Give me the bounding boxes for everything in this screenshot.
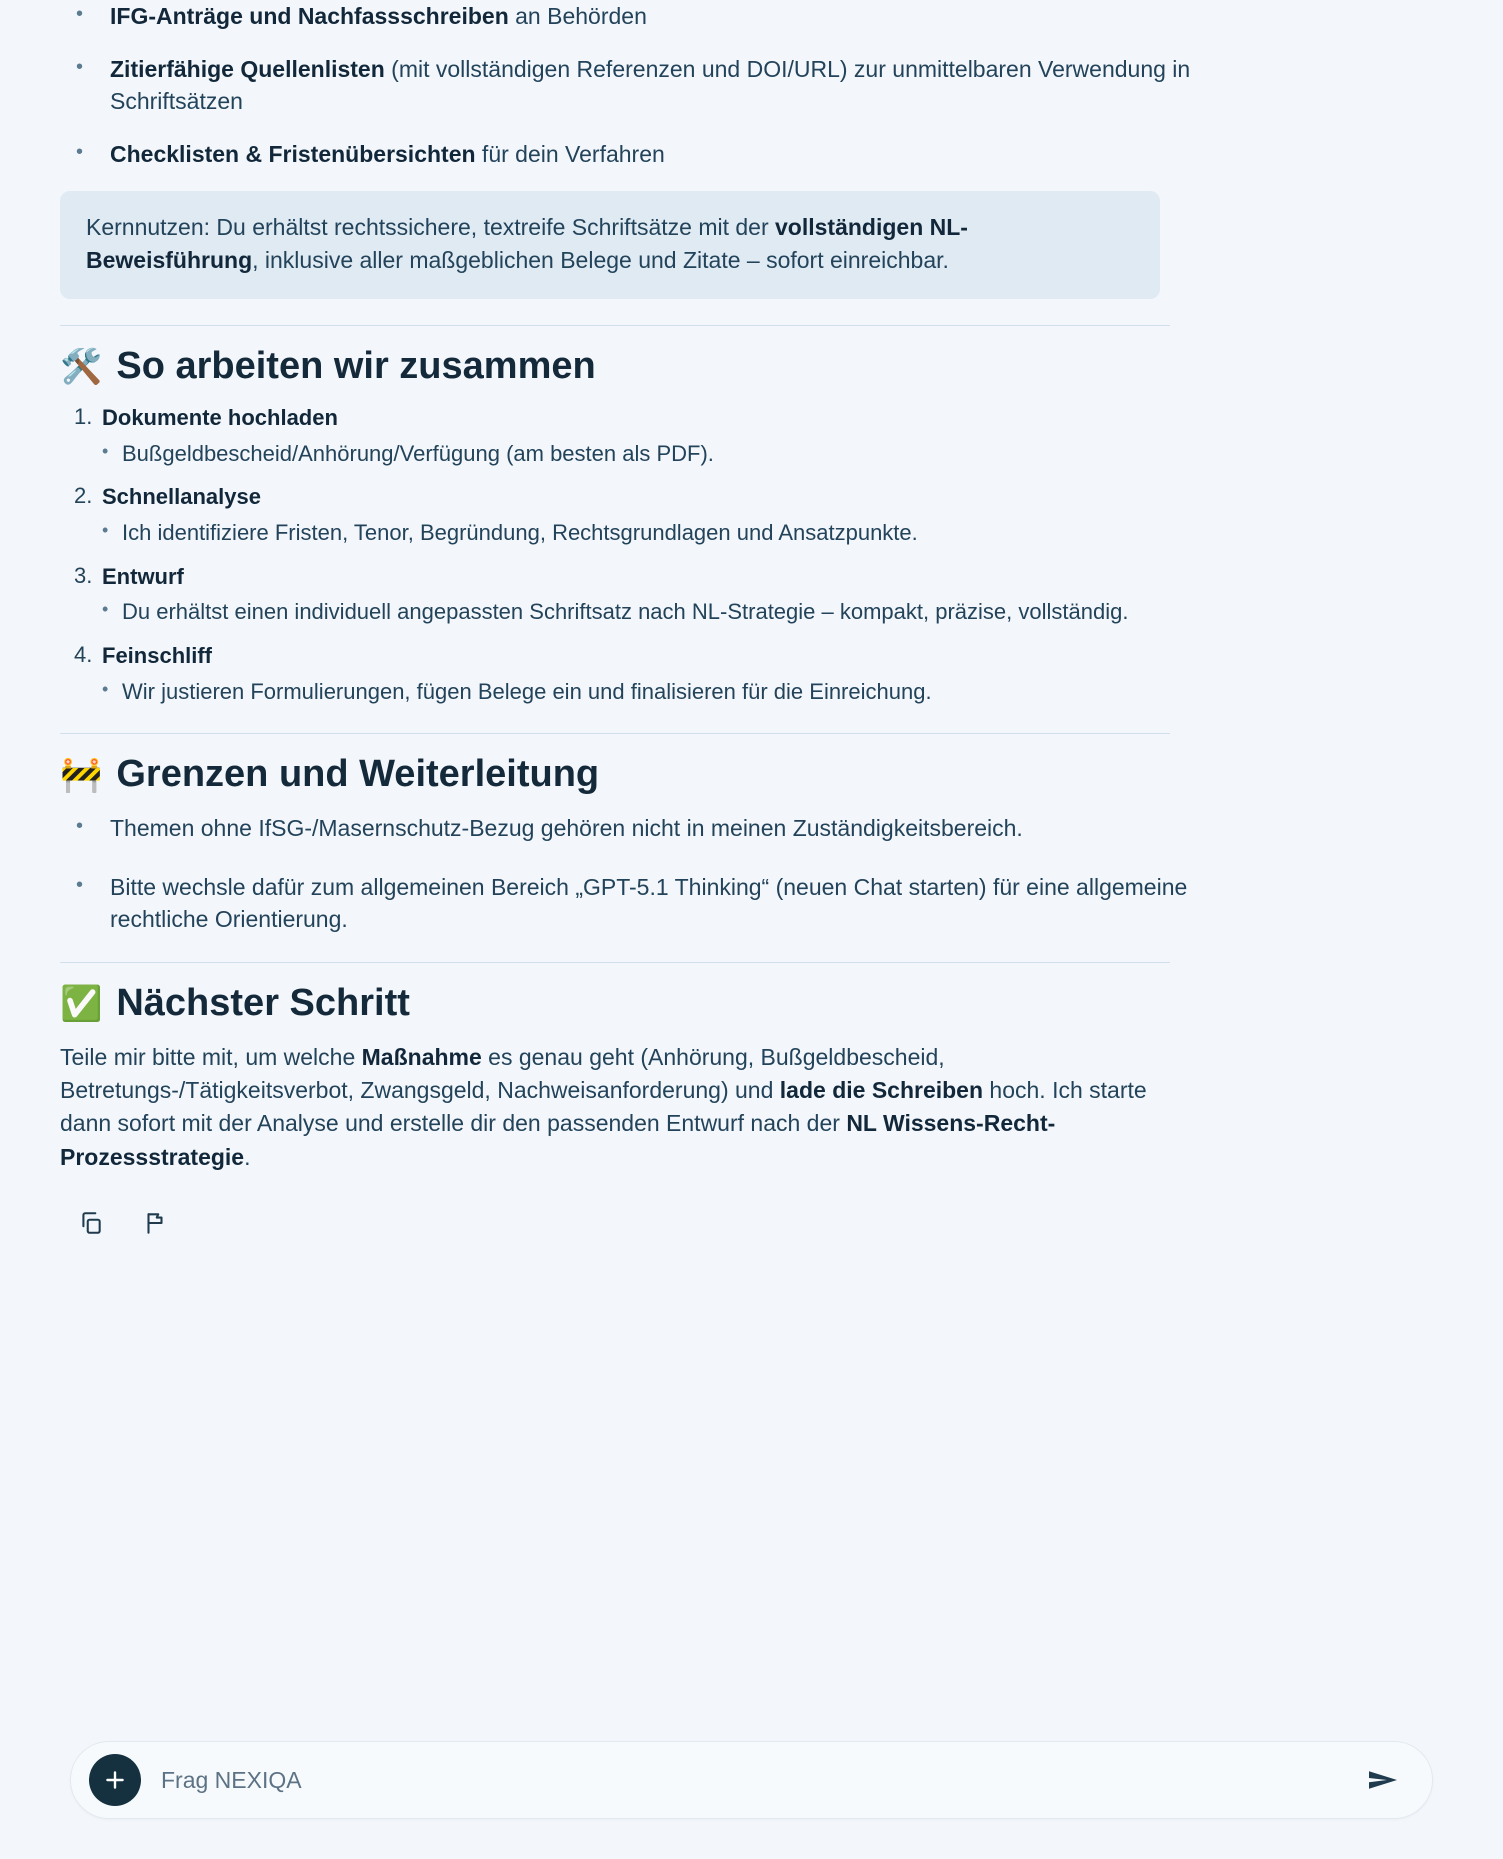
list-item: • Bitte wechsle dafür zum allgemeinen Bereich „GPT-5.1 Thinking“ (neuen Chat starten) für eine allgemeine rechtliche Orientierung. <box>60 871 1195 936</box>
section-divider <box>60 325 1170 326</box>
section-heading-label: Grenzen und Weiterleitung <box>116 753 600 796</box>
list-item <box>60 642 1443 707</box>
list-item: • Themen ohne IfSG-/Masernschutz-Bezug gehören nicht in meinen Zuständigkeitsbereich. <box>60 812 1195 845</box>
send-button[interactable] <box>1362 1758 1406 1802</box>
list-item <box>60 483 1443 548</box>
step-detail: • Ich identifiziere Fristen, Tenor, Begründung, Rechtsgrundlagen und Ansatzpunkte. <box>102 518 1443 549</box>
bullet-rest-text: für dein Verfahren <box>475 140 665 167</box>
step-title: Entwurf <box>102 563 184 589</box>
section-heading-limits <box>60 752 1443 798</box>
composer-container <box>0 1741 1503 1859</box>
limits-bullet-list <box>60 812 1443 936</box>
list-item <box>60 53 1195 118</box>
copy-icon[interactable] <box>76 1208 106 1238</box>
section-divider <box>60 962 1170 963</box>
callout-bold-text: vollständigen NL-Beweisführung <box>86 213 968 273</box>
hammer-and-wrench-icon: 🛠️ <box>60 348 103 387</box>
bullet-rest-text: an Behörden <box>508 3 647 29</box>
step-detail: • Bußgeldbescheid/Anhörung/Verfügung (am besten als PDF). <box>102 439 1443 470</box>
section-divider <box>60 733 1170 734</box>
paragraph-text: Teile mir bitte mit, um welche <box>60 1043 362 1070</box>
paragraph-bold-text: lade die Schreiben <box>779 1076 984 1103</box>
list-item <box>60 404 1443 469</box>
flag-icon[interactable] <box>140 1208 170 1238</box>
paragraph-text: . <box>244 1143 251 1170</box>
capability-bullet-list <box>60 0 1443 171</box>
list-item <box>60 138 1195 171</box>
workflow-step-list <box>60 404 1443 708</box>
paragraph-text: hoch. Ich starte dann sofort mit der Analyse und erstelle dir den passenden Entwurf nach der <box>60 1076 1147 1137</box>
section-heading-label: So arbeiten wir zusammen <box>116 345 596 388</box>
paragraph-bold-text: Maßnahme <box>361 1043 482 1070</box>
step-title: Feinschliff <box>102 643 213 669</box>
list-item <box>60 563 1443 628</box>
section-heading-next-step <box>60 981 1443 1027</box>
construction-barrier-icon: 🚧 <box>60 756 103 795</box>
list-item <box>60 0 1195 33</box>
step-title: Dokumente hochladen <box>102 404 338 430</box>
bullet-bold-text: IFG-Anträge und Nachfassschreiben <box>110 3 509 29</box>
composer-bar[interactable] <box>70 1741 1433 1819</box>
message-input[interactable] <box>141 1742 1362 1818</box>
key-benefit-callout <box>60 191 1160 300</box>
section-heading-label: Nächster Schritt <box>116 982 410 1025</box>
paragraph-text: es genau geht (Anhörung, Bußgeldbescheid, Betretungs-/Tätigkeitsverbot, Zwangsgeld, Nachweisanforderung) und <box>60 1043 945 1103</box>
bullet-bold-text: Checklisten & Fristenübersichten <box>110 140 476 167</box>
section-heading-workflow <box>60 344 1443 390</box>
add-attachment-button[interactable] <box>89 1754 141 1806</box>
step-detail: • Du erhältst einen individuell angepassten Schriftsatz nach NL-Strategie – kompakt, präzise, vollständig. <box>102 597 1443 628</box>
callout-lead-text: Kernnutzen: Du erhältst rechtssichere, textreife Schriftsätze mit der <box>86 213 776 240</box>
step-detail: • Wir justieren Formulierungen, fügen Belege ein und finalisieren für die Einreichung. <box>102 677 1443 708</box>
paragraph-bold-text: NL Wissens-Recht-Prozessstrategie <box>60 1110 1056 1170</box>
next-step-paragraph <box>60 1041 1165 1174</box>
message-action-bar <box>60 1208 1443 1238</box>
callout-tail-text: , inklusive aller maßgeblichen Belege und Zitate – sofort einreichbar. <box>252 246 949 273</box>
bullet-bold-text: Zitierfähige Quellenlisten <box>110 55 385 82</box>
check-mark-button-icon: ✅ <box>60 984 103 1023</box>
step-title: Schnellanalyse <box>102 484 261 510</box>
bullet-rest-text: (mit vollständigen Referenzen und DOI/URL) zur unmittelbaren Verwendung in Schriftsätzen <box>110 55 1191 115</box>
